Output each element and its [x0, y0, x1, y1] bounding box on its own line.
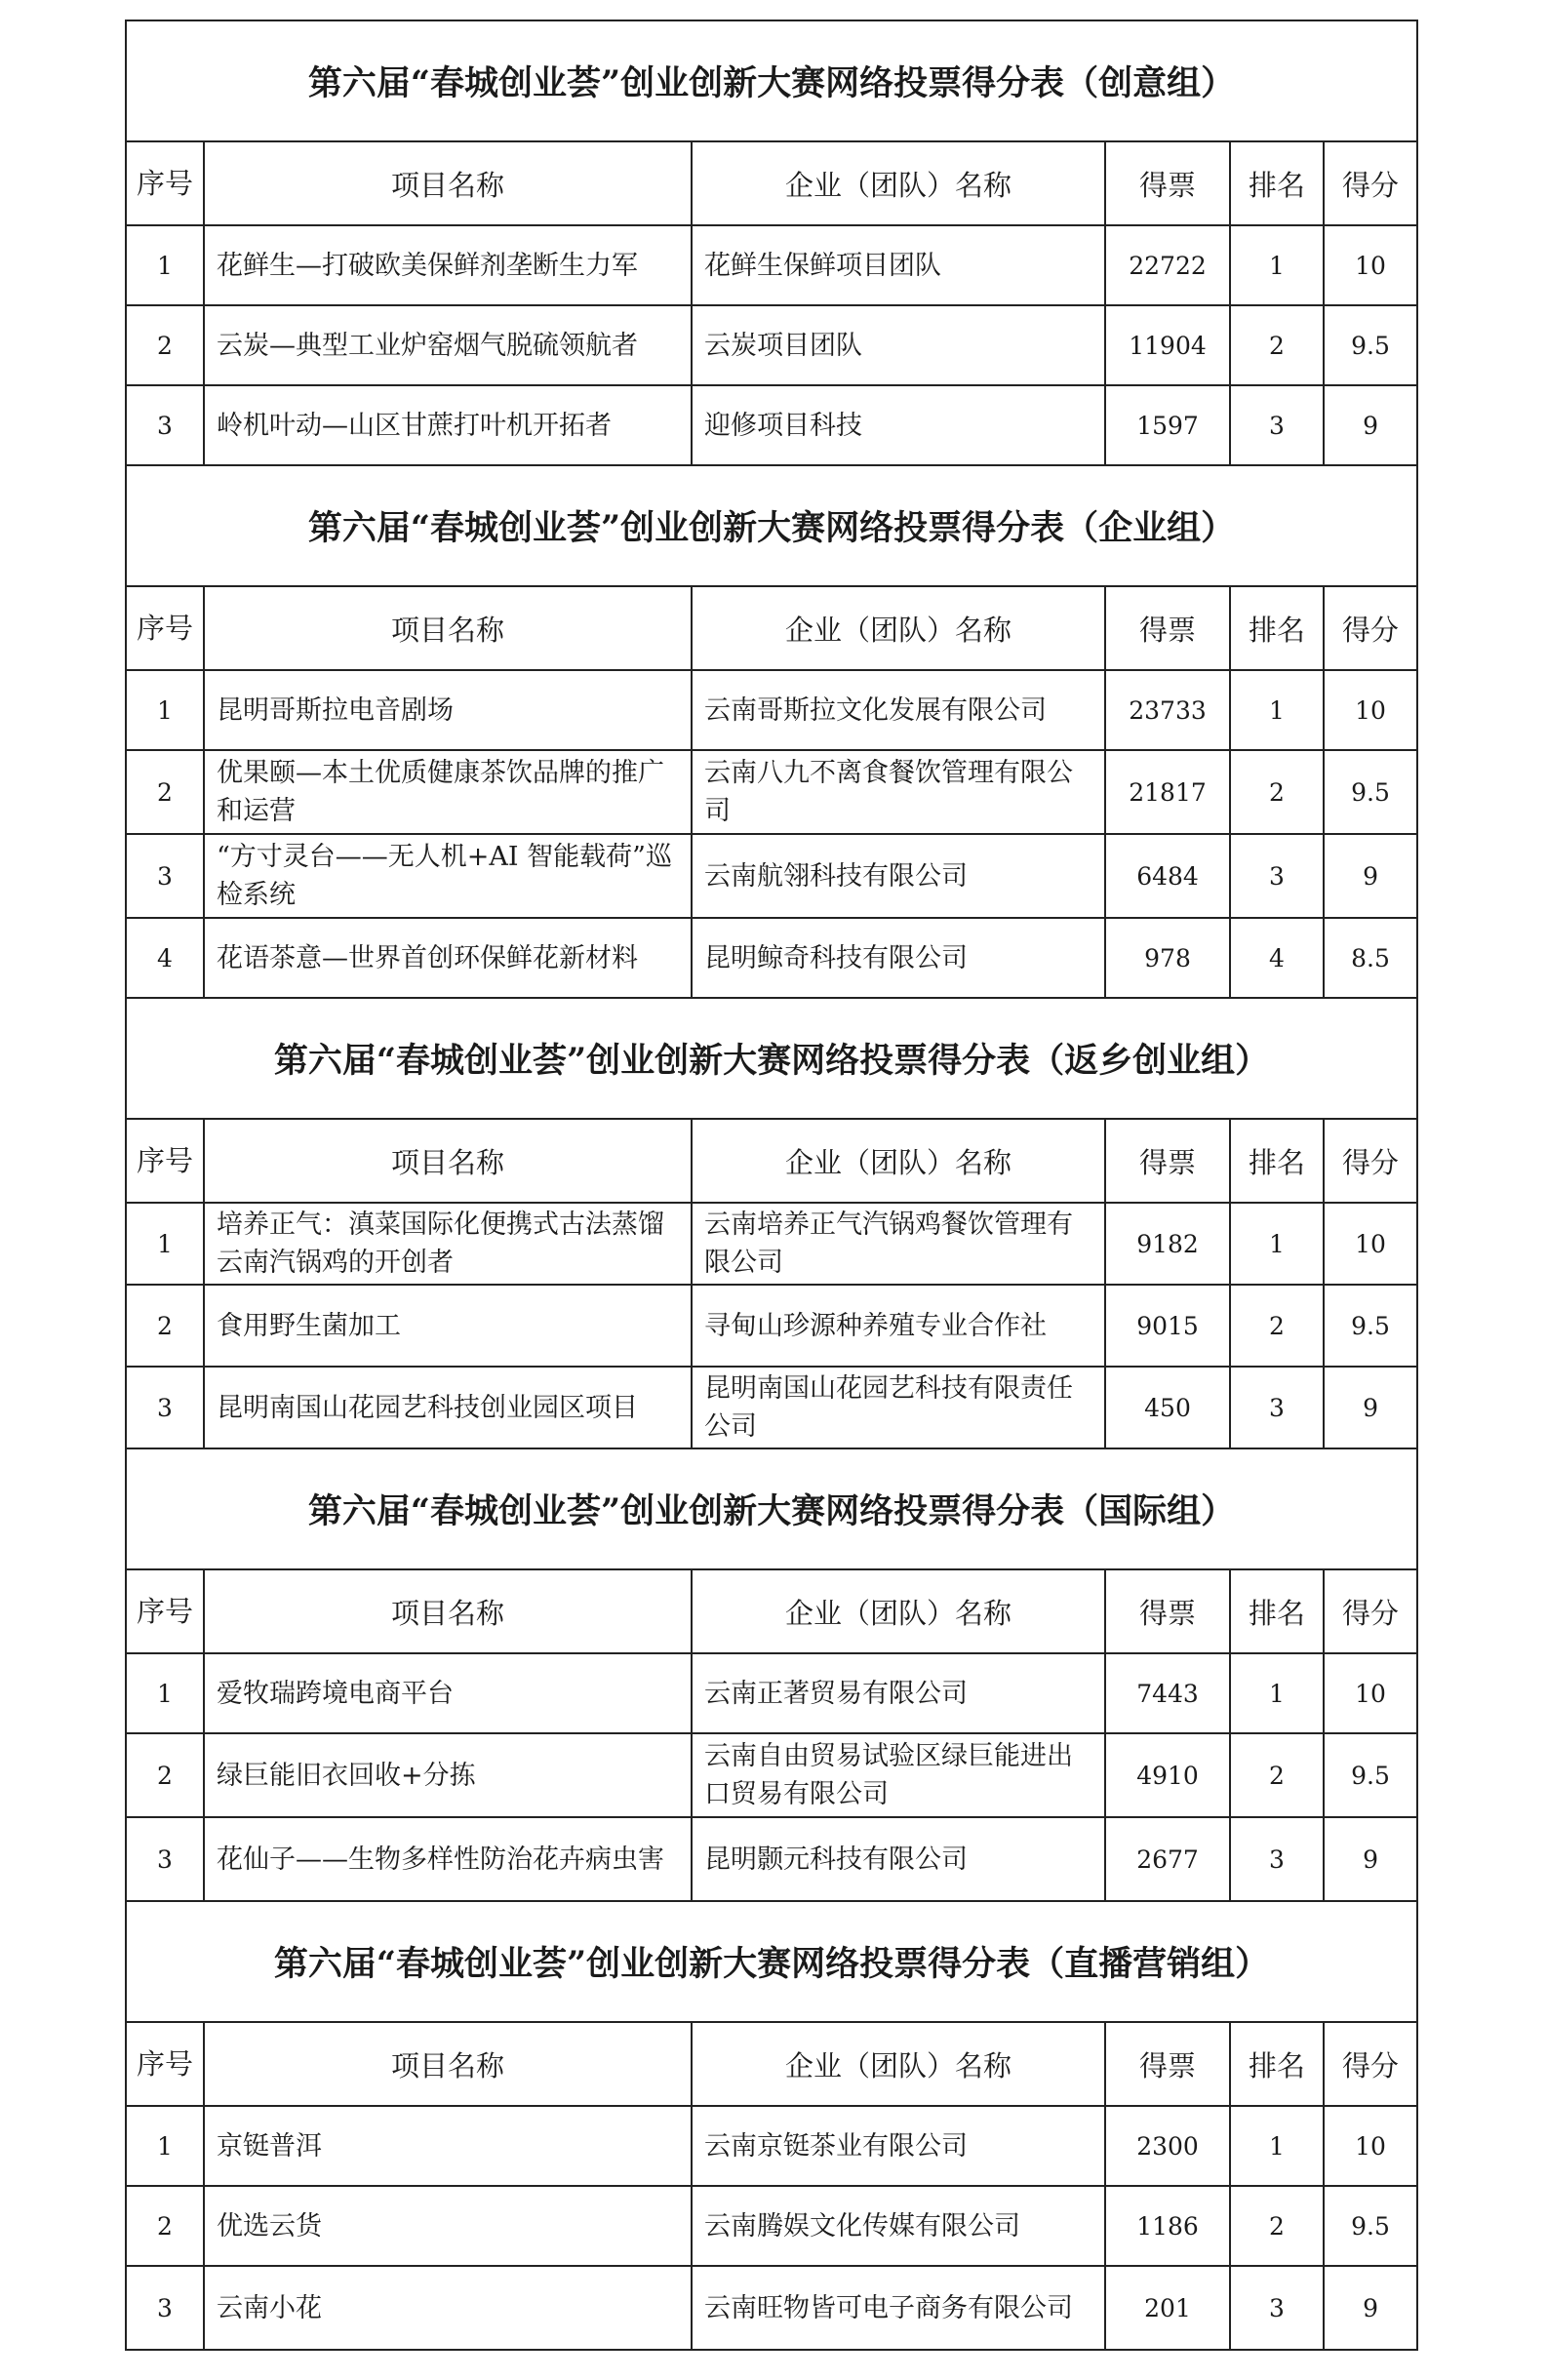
cell-rank: 2 [1230, 1733, 1324, 1817]
cell-seq: 1 [126, 670, 204, 750]
cell-score: 10 [1324, 1203, 1417, 1285]
table-row [126, 2266, 1417, 2350]
cell-votes: 21817 [1105, 750, 1230, 834]
section-title: 第六届“春城创业荟”创业创新大赛网络投票得分表（企业组） [126, 465, 1417, 586]
cell-company: 昆明颢元科技有限公司 [692, 1817, 1105, 1901]
cell-company: 云南八九不离食餐饮管理有限公司 [692, 750, 1105, 834]
cell-rank: 2 [1230, 2186, 1324, 2266]
cell-score: 10 [1324, 670, 1417, 750]
header-seq: 序号 [126, 141, 204, 225]
cell-votes: 201 [1105, 2266, 1230, 2350]
header-project: 项目名称 [204, 2022, 692, 2106]
table-row [126, 918, 1417, 998]
cell-rank: 3 [1230, 834, 1324, 918]
header-votes: 得票 [1105, 586, 1230, 670]
cell-company: 云南航翎科技有限公司 [692, 834, 1105, 918]
cell-rank: 1 [1230, 1653, 1324, 1733]
table-row [126, 1817, 1417, 1901]
cell-rank: 3 [1230, 1817, 1324, 1901]
cell-votes: 22722 [1105, 225, 1230, 305]
cell-rank: 1 [1230, 1203, 1324, 1285]
table-row [126, 2186, 1417, 2266]
cell-rank: 2 [1230, 750, 1324, 834]
header-row [126, 141, 1417, 225]
cell-score: 10 [1324, 2106, 1417, 2186]
header-rank: 排名 [1230, 2022, 1324, 2106]
cell-votes: 1597 [1105, 385, 1230, 465]
cell-project: 云南小花 [204, 2266, 692, 2350]
cell-score: 9.5 [1324, 1733, 1417, 1817]
cell-score: 9.5 [1324, 1285, 1417, 1367]
table-row [126, 750, 1417, 834]
section-title-row [126, 998, 1417, 1119]
table-row [126, 2106, 1417, 2186]
header-rank: 排名 [1230, 141, 1324, 225]
cell-seq: 1 [126, 1203, 204, 1285]
header-votes: 得票 [1105, 1569, 1230, 1653]
cell-score: 9 [1324, 834, 1417, 918]
header-rank: 排名 [1230, 1119, 1324, 1203]
cell-score: 10 [1324, 225, 1417, 305]
section-title: 第六届“春城创业荟”创业创新大赛网络投票得分表（直播营销组） [126, 1901, 1417, 2022]
header-seq: 序号 [126, 586, 204, 670]
cell-company: 云南腾娱文化传媒有限公司 [692, 2186, 1105, 2266]
section-title-row [126, 1448, 1417, 1569]
header-seq: 序号 [126, 1119, 204, 1203]
section-title-row [126, 20, 1417, 141]
header-score: 得分 [1324, 141, 1417, 225]
cell-company: 云南哥斯拉文化发展有限公司 [692, 670, 1105, 750]
table-row [126, 1367, 1417, 1448]
header-company: 企业（团队）名称 [692, 141, 1105, 225]
cell-votes: 6484 [1105, 834, 1230, 918]
table-row [126, 1203, 1417, 1285]
section-title-row [126, 1901, 1417, 2022]
cell-votes: 9015 [1105, 1285, 1230, 1367]
cell-votes: 1186 [1105, 2186, 1230, 2266]
cell-project: 花鲜生—打破欧美保鲜剂垄断生力军 [204, 225, 692, 305]
section-title: 第六届“春城创业荟”创业创新大赛网络投票得分表（国际组） [126, 1448, 1417, 1569]
cell-seq: 3 [126, 834, 204, 918]
cell-seq: 3 [126, 2266, 204, 2350]
cell-project: 优选云货 [204, 2186, 692, 2266]
header-votes: 得票 [1105, 141, 1230, 225]
cell-project: 花语茶意—世界首创环保鲜花新材料 [204, 918, 692, 998]
cell-company: 云南京铤茶业有限公司 [692, 2106, 1105, 2186]
cell-score: 9 [1324, 1367, 1417, 1448]
table-row [126, 834, 1417, 918]
section-title: 第六届“春城创业荟”创业创新大赛网络投票得分表（返乡创业组） [126, 998, 1417, 1119]
table-row [126, 305, 1417, 385]
cell-rank: 3 [1230, 1367, 1324, 1448]
table-row [126, 1653, 1417, 1733]
cell-score: 10 [1324, 1653, 1417, 1733]
cell-seq: 1 [126, 1653, 204, 1733]
header-project: 项目名称 [204, 586, 692, 670]
cell-company: 迎修项目科技 [692, 385, 1105, 465]
cell-company: 寻甸山珍源种养殖专业合作社 [692, 1285, 1105, 1367]
cell-votes: 450 [1105, 1367, 1230, 1448]
header-row [126, 1119, 1417, 1203]
cell-score: 9 [1324, 2266, 1417, 2350]
cell-votes: 978 [1105, 918, 1230, 998]
header-votes: 得票 [1105, 1119, 1230, 1203]
cell-seq: 2 [126, 750, 204, 834]
header-score: 得分 [1324, 586, 1417, 670]
cell-project: “方寸灵台——无人机+AI 智能载荷”巡检系统 [204, 834, 692, 918]
section-title: 第六届“春城创业荟”创业创新大赛网络投票得分表（创意组） [126, 20, 1417, 141]
cell-rank: 1 [1230, 225, 1324, 305]
header-rank: 排名 [1230, 1569, 1324, 1653]
cell-project: 云炭—典型工业炉窑烟气脱硫领航者 [204, 305, 692, 385]
header-company: 企业（团队）名称 [692, 1119, 1105, 1203]
header-score: 得分 [1324, 2022, 1417, 2106]
cell-votes: 11904 [1105, 305, 1230, 385]
cell-score: 9 [1324, 1817, 1417, 1901]
cell-project: 花仙子——生物多样性防治花卉病虫害 [204, 1817, 692, 1901]
cell-score: 9.5 [1324, 2186, 1417, 2266]
table-row [126, 225, 1417, 305]
cell-project: 培养正气：滇菜国际化便携式古法蒸馏云南汽锅鸡的开创者 [204, 1203, 692, 1285]
header-project: 项目名称 [204, 1119, 692, 1203]
cell-company: 云南培养正气汽锅鸡餐饮管理有限公司 [692, 1203, 1105, 1285]
cell-project: 昆明哥斯拉电音剧场 [204, 670, 692, 750]
table-row [126, 385, 1417, 465]
cell-score: 8.5 [1324, 918, 1417, 998]
header-votes: 得票 [1105, 2022, 1230, 2106]
cell-project: 绿巨能旧衣回收+分拣 [204, 1733, 692, 1817]
header-project: 项目名称 [204, 1569, 692, 1653]
cell-seq: 2 [126, 305, 204, 385]
cell-company: 云南旺物皆可电子商务有限公司 [692, 2266, 1105, 2350]
cell-company: 云炭项目团队 [692, 305, 1105, 385]
cell-seq: 3 [126, 1817, 204, 1901]
cell-votes: 4910 [1105, 1733, 1230, 1817]
cell-project: 京铤普洱 [204, 2106, 692, 2186]
cell-seq: 1 [126, 225, 204, 305]
header-rank: 排名 [1230, 586, 1324, 670]
header-seq: 序号 [126, 1569, 204, 1653]
table-row [126, 670, 1417, 750]
cell-project: 优果颐—本土优质健康茶饮品牌的推广和运营 [204, 750, 692, 834]
cell-seq: 4 [126, 918, 204, 998]
cell-score: 9.5 [1324, 305, 1417, 385]
cell-rank: 3 [1230, 385, 1324, 465]
cell-company: 花鲜生保鲜项目团队 [692, 225, 1105, 305]
cell-rank: 2 [1230, 305, 1324, 385]
header-row [126, 2022, 1417, 2106]
cell-project: 昆明南国山花园艺科技创业园区项目 [204, 1367, 692, 1448]
cell-company: 昆明鲸奇科技有限公司 [692, 918, 1105, 998]
cell-rank: 3 [1230, 2266, 1324, 2350]
cell-seq: 3 [126, 1367, 204, 1448]
cell-seq: 2 [126, 2186, 204, 2266]
cell-score: 9.5 [1324, 750, 1417, 834]
cell-votes: 7443 [1105, 1653, 1230, 1733]
cell-votes: 2677 [1105, 1817, 1230, 1901]
header-row [126, 1569, 1417, 1653]
header-company: 企业（团队）名称 [692, 586, 1105, 670]
cell-seq: 1 [126, 2106, 204, 2186]
cell-seq: 3 [126, 385, 204, 465]
header-score: 得分 [1324, 1569, 1417, 1653]
cell-company: 昆明南国山花园艺科技有限责任公司 [692, 1367, 1105, 1448]
cell-rank: 1 [1230, 670, 1324, 750]
header-row [126, 586, 1417, 670]
header-project: 项目名称 [204, 141, 692, 225]
cell-seq: 2 [126, 1733, 204, 1817]
cell-rank: 4 [1230, 918, 1324, 998]
cell-score: 9 [1324, 385, 1417, 465]
cell-company: 云南自由贸易试验区绿巨能进出口贸易有限公司 [692, 1733, 1105, 1817]
header-company: 企业（团队）名称 [692, 2022, 1105, 2106]
header-company: 企业（团队）名称 [692, 1569, 1105, 1653]
header-score: 得分 [1324, 1119, 1417, 1203]
cell-project: 岭机叶动—山区甘蔗打叶机开拓者 [204, 385, 692, 465]
cell-seq: 2 [126, 1285, 204, 1367]
cell-votes: 23733 [1105, 670, 1230, 750]
cell-rank: 1 [1230, 2106, 1324, 2186]
section-title-row [126, 465, 1417, 586]
cell-votes: 2300 [1105, 2106, 1230, 2186]
cell-project: 食用野生菌加工 [204, 1285, 692, 1367]
cell-company: 云南正著贸易有限公司 [692, 1653, 1105, 1733]
cell-project: 爱牧瑞跨境电商平台 [204, 1653, 692, 1733]
score-sheet [125, 20, 1416, 2351]
table-row [126, 1733, 1417, 1817]
cell-votes: 9182 [1105, 1203, 1230, 1285]
header-seq: 序号 [126, 2022, 204, 2106]
table-row [126, 1285, 1417, 1367]
cell-rank: 2 [1230, 1285, 1324, 1367]
score-table [125, 20, 1418, 2351]
